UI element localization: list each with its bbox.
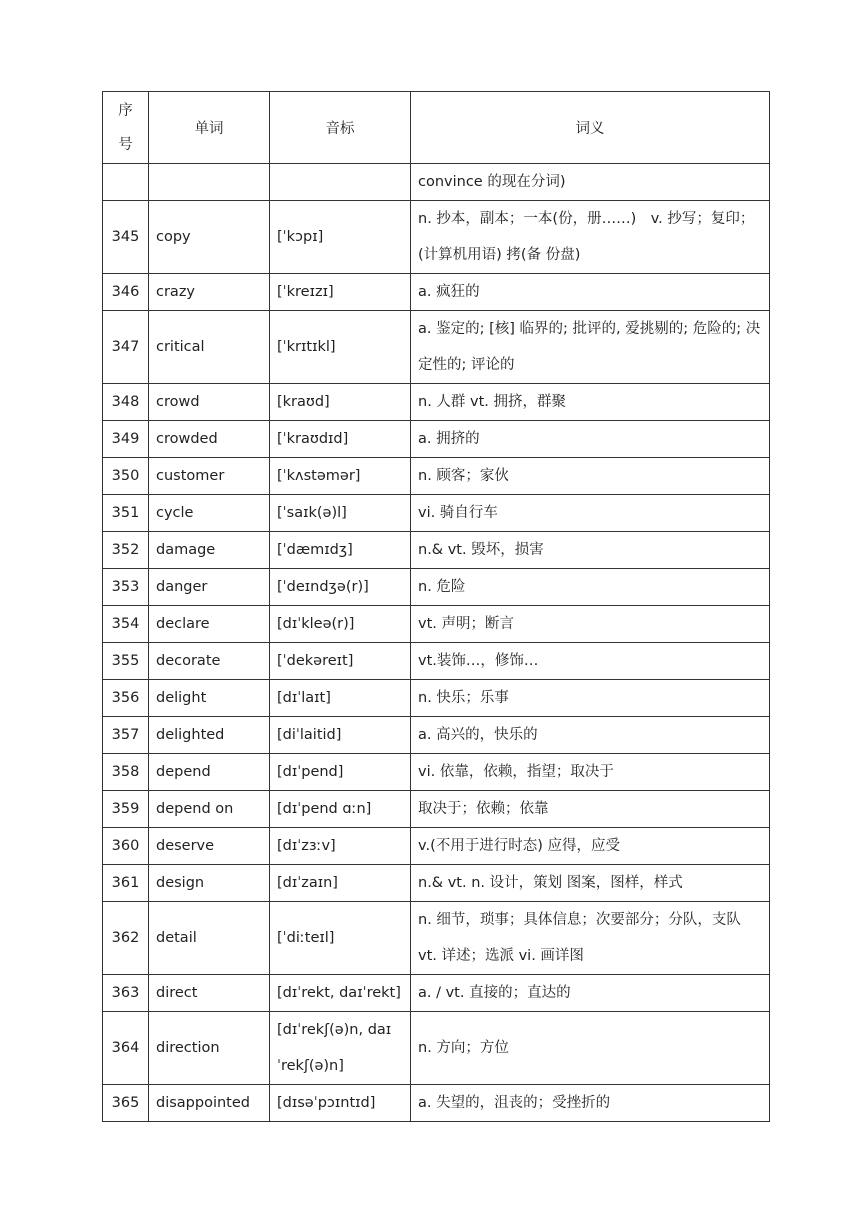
cell-phonetic: [ˈdeɪndʒə(r)] xyxy=(270,569,411,606)
cell-phonetic: [dɪsəˈpɔɪntɪd] xyxy=(270,1085,411,1122)
cell-word xyxy=(149,164,270,201)
cell-no: 347 xyxy=(103,311,149,384)
cell-meaning: vi. 依靠，依赖，指望；取决于 xyxy=(411,754,770,791)
cell-word: direct xyxy=(149,975,270,1012)
cell-no: 359 xyxy=(103,791,149,828)
table-row xyxy=(103,384,770,421)
cell-word: direction xyxy=(149,1012,270,1085)
cell-meaning: n. 快乐；乐事 xyxy=(411,680,770,717)
cell-word: depend on xyxy=(149,791,270,828)
cell-meaning: convince 的现在分词) xyxy=(411,164,770,201)
cell-no: 351 xyxy=(103,495,149,532)
cell-phonetic: [dɪˈrekt, daɪˈrekt] xyxy=(270,975,411,1012)
cell-meaning: a. / vt. 直接的；直达的 xyxy=(411,975,770,1012)
cell-no: 355 xyxy=(103,643,149,680)
cell-meaning: vi. 骑自行车 xyxy=(411,495,770,532)
cell-no: 360 xyxy=(103,828,149,865)
table-row xyxy=(103,274,770,311)
cell-word: damage xyxy=(149,532,270,569)
cell-phonetic: [ˈsaɪk(ə)l] xyxy=(270,495,411,532)
cell-no: 353 xyxy=(103,569,149,606)
table-row xyxy=(103,1012,770,1085)
table-row-continuation xyxy=(103,164,770,201)
cell-meaning: n. 人群 vt. 拥挤，群聚 xyxy=(411,384,770,421)
table-row xyxy=(103,495,770,532)
cell-phonetic: [dɪˈpend] xyxy=(270,754,411,791)
cell-phonetic: [diˈlaitid] xyxy=(270,717,411,754)
cell-meaning: vt.装饰…，修饰… xyxy=(411,643,770,680)
cell-no: 352 xyxy=(103,532,149,569)
cell-word: crowded xyxy=(149,421,270,458)
header-meaning: 词义 xyxy=(411,92,770,164)
cell-word: design xyxy=(149,865,270,902)
table-row xyxy=(103,606,770,643)
cell-word: danger xyxy=(149,569,270,606)
table-row xyxy=(103,754,770,791)
cell-no: 362 xyxy=(103,902,149,975)
cell-meaning: n.& vt. 毁坏，损害 xyxy=(411,532,770,569)
cell-word: critical xyxy=(149,311,270,384)
table-row xyxy=(103,791,770,828)
cell-word: crowd xyxy=(149,384,270,421)
cell-word: customer xyxy=(149,458,270,495)
table-row xyxy=(103,201,770,274)
cell-meaning: n. 方向；方位 xyxy=(411,1012,770,1085)
cell-phonetic: [dɪˈzɜːv] xyxy=(270,828,411,865)
cell-meaning: a. 鉴定的; [核] 临界的; 批评的, 爱挑剔的; 危险的; 决定性的; 评论的 xyxy=(411,311,770,384)
table-row xyxy=(103,421,770,458)
vocabulary-table xyxy=(102,91,770,1122)
cell-phonetic: [dɪˈrekʃ(ə)n, daɪˈrekʃ(ə)n] xyxy=(270,1012,411,1085)
cell-no: 358 xyxy=(103,754,149,791)
cell-meaning: v.(不用于进行时态) 应得，应受 xyxy=(411,828,770,865)
cell-no: 363 xyxy=(103,975,149,1012)
cell-phonetic: [ˈdekəreɪt] xyxy=(270,643,411,680)
cell-meaning: n. 顾客；家伙 xyxy=(411,458,770,495)
header-phonetic: 音标 xyxy=(270,92,411,164)
table-row xyxy=(103,717,770,754)
table-row xyxy=(103,902,770,975)
cell-meaning: n. 危险 xyxy=(411,569,770,606)
cell-no: 365 xyxy=(103,1085,149,1122)
cell-word: detail xyxy=(149,902,270,975)
cell-word: deserve xyxy=(149,828,270,865)
table-row xyxy=(103,569,770,606)
cell-word: crazy xyxy=(149,274,270,311)
cell-meaning: n.& vt. n. 设计，策划 图案，图样，样式 xyxy=(411,865,770,902)
header-word: 单词 xyxy=(149,92,270,164)
table-row xyxy=(103,680,770,717)
cell-meaning: a. 高兴的，快乐的 xyxy=(411,717,770,754)
cell-word: declare xyxy=(149,606,270,643)
cell-meaning: n. 抄本，副本；一本(份，册……) v. 抄写；复印；(计算机用语) 拷(备 份盘) xyxy=(411,201,770,274)
cell-no: 350 xyxy=(103,458,149,495)
header-row xyxy=(103,92,770,164)
cell-word: decorate xyxy=(149,643,270,680)
cell-phonetic: [ˈkreɪzɪ] xyxy=(270,274,411,311)
cell-meaning: 取决于；依赖；依靠 xyxy=(411,791,770,828)
cell-no: 346 xyxy=(103,274,149,311)
cell-meaning: a. 疯狂的 xyxy=(411,274,770,311)
cell-phonetic: [ˈkɔpɪ] xyxy=(270,201,411,274)
cell-word: copy xyxy=(149,201,270,274)
cell-no: 361 xyxy=(103,865,149,902)
table-row xyxy=(103,975,770,1012)
cell-meaning: n. 细节，琐事；具体信息；次要部分；分队，支队 vt. 详述；选派 vi. 画详图 xyxy=(411,902,770,975)
cell-phonetic: [dɪˈlaɪt] xyxy=(270,680,411,717)
cell-word: delighted xyxy=(149,717,270,754)
cell-no xyxy=(103,164,149,201)
table-row xyxy=(103,828,770,865)
cell-no: 348 xyxy=(103,384,149,421)
table-row xyxy=(103,458,770,495)
cell-phonetic xyxy=(270,164,411,201)
cell-phonetic: [dɪˈzaɪn] xyxy=(270,865,411,902)
cell-no: 345 xyxy=(103,201,149,274)
cell-phonetic: [kraʊd] xyxy=(270,384,411,421)
table-row xyxy=(103,311,770,384)
table-row xyxy=(103,1085,770,1122)
table-row xyxy=(103,643,770,680)
cell-no: 354 xyxy=(103,606,149,643)
cell-no: 356 xyxy=(103,680,149,717)
cell-word: cycle xyxy=(149,495,270,532)
cell-word: depend xyxy=(149,754,270,791)
cell-word: delight xyxy=(149,680,270,717)
cell-meaning: a. 失望的，沮丧的；受挫折的 xyxy=(411,1085,770,1122)
cell-no: 357 xyxy=(103,717,149,754)
cell-no: 364 xyxy=(103,1012,149,1085)
cell-phonetic: [ˈdæmɪdʒ] xyxy=(270,532,411,569)
cell-phonetic: [ˈkrɪtɪkl] xyxy=(270,311,411,384)
cell-phonetic: [ˈkʌstəmər] xyxy=(270,458,411,495)
cell-phonetic: [ˈdiːteɪl] xyxy=(270,902,411,975)
cell-meaning: vt. 声明；断言 xyxy=(411,606,770,643)
cell-no: 349 xyxy=(103,421,149,458)
cell-phonetic: [dɪˈpend ɑːn] xyxy=(270,791,411,828)
table-row xyxy=(103,865,770,902)
table-row xyxy=(103,532,770,569)
header-no: 序 号 xyxy=(103,92,149,164)
cell-meaning: a. 拥挤的 xyxy=(411,421,770,458)
cell-phonetic: [dɪˈkleə(r)] xyxy=(270,606,411,643)
cell-word: disappointed xyxy=(149,1085,270,1122)
cell-phonetic: [ˈkraʊdɪd] xyxy=(270,421,411,458)
